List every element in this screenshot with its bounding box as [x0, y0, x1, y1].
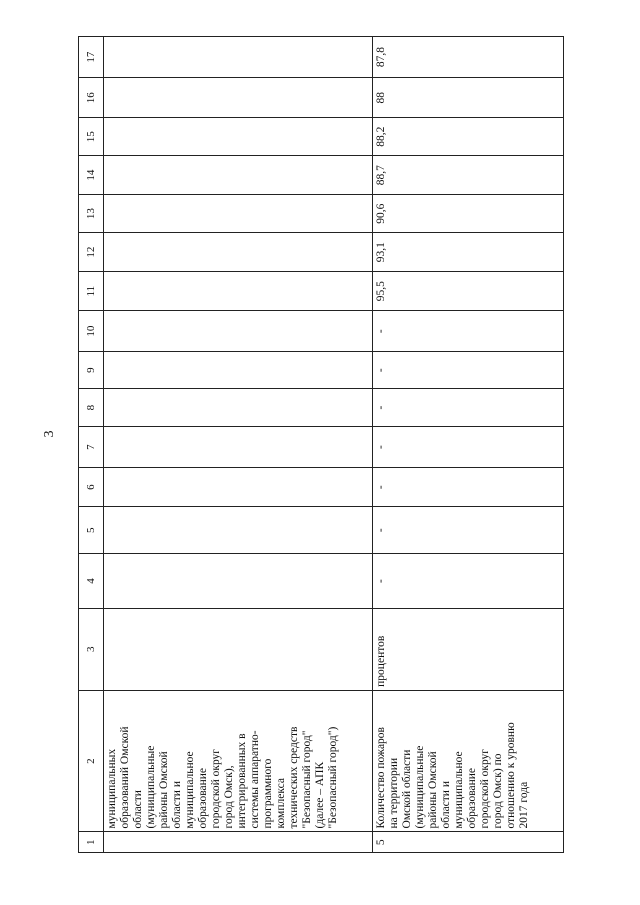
unit-cell: процентов	[373, 608, 564, 690]
header-cell: 10	[79, 311, 104, 352]
header-cell: 5	[79, 507, 104, 554]
value-cell: -	[373, 468, 564, 507]
row-number	[104, 832, 373, 853]
value-cell	[104, 468, 373, 507]
value-cell	[104, 78, 373, 118]
header-cell: 1	[79, 832, 104, 853]
header-cell: 7	[79, 427, 104, 468]
header-row	[79, 37, 104, 853]
value-cell	[104, 37, 373, 78]
value-cell: -	[373, 389, 564, 427]
table-row	[373, 37, 564, 853]
value-cell	[104, 118, 373, 156]
header-cell: 9	[79, 352, 104, 389]
value-cell	[104, 507, 373, 554]
header-cell: 8	[79, 389, 104, 427]
value-cell	[104, 554, 373, 608]
rotated-table-container	[78, 36, 562, 853]
value-cell: 88,7	[373, 156, 564, 195]
value-cell	[104, 156, 373, 195]
header-cell: 17	[79, 37, 104, 78]
data-table	[78, 36, 564, 853]
value-cell	[104, 427, 373, 468]
value-cell: -	[373, 507, 564, 554]
header-cell: 3	[79, 608, 104, 690]
header-cell: 4	[79, 554, 104, 608]
value-cell	[104, 389, 373, 427]
value-cell: -	[373, 554, 564, 608]
value-cell: 90,6	[373, 195, 564, 233]
value-cell: -	[373, 352, 564, 389]
table-row	[104, 37, 373, 853]
header-cell: 13	[79, 195, 104, 233]
value-cell: 88,2	[373, 118, 564, 156]
header-cell: 2	[79, 690, 104, 832]
unit-cell	[104, 608, 373, 690]
header-cell: 11	[79, 272, 104, 311]
row-number: 5	[373, 832, 564, 853]
header-cell: 12	[79, 233, 104, 272]
value-cell	[104, 311, 373, 352]
page-number: 3	[42, 430, 57, 438]
header-cell: 16	[79, 78, 104, 118]
header-cell: 6	[79, 468, 104, 507]
value-cell: 87,8	[373, 37, 564, 78]
value-cell: -	[373, 427, 564, 468]
value-cell	[104, 272, 373, 311]
value-cell	[104, 352, 373, 389]
header-cell: 15	[79, 118, 104, 156]
value-cell: 95,5	[373, 272, 564, 311]
indicator-name: Количество пожаров на территории Омской области (муниципальные районы Омской области и муниципальное образование городской округ город Омск) по отношению к уровню 2017 года	[373, 690, 564, 832]
value-cell: -	[373, 311, 564, 352]
header-cell: 14	[79, 156, 104, 195]
value-cell: 93,1	[373, 233, 564, 272]
indicator-name: муниципальных образований Омской области (муниципальные районы Омской области и муниципальное образование городской округ город Омск), интегрированных в системы аппаратно- программного комплекса технических средств "Безопасный город" (далее – АПК "Безопасный город")	[104, 690, 373, 832]
value-cell: 88	[373, 78, 564, 118]
value-cell	[104, 195, 373, 233]
value-cell	[104, 233, 373, 272]
